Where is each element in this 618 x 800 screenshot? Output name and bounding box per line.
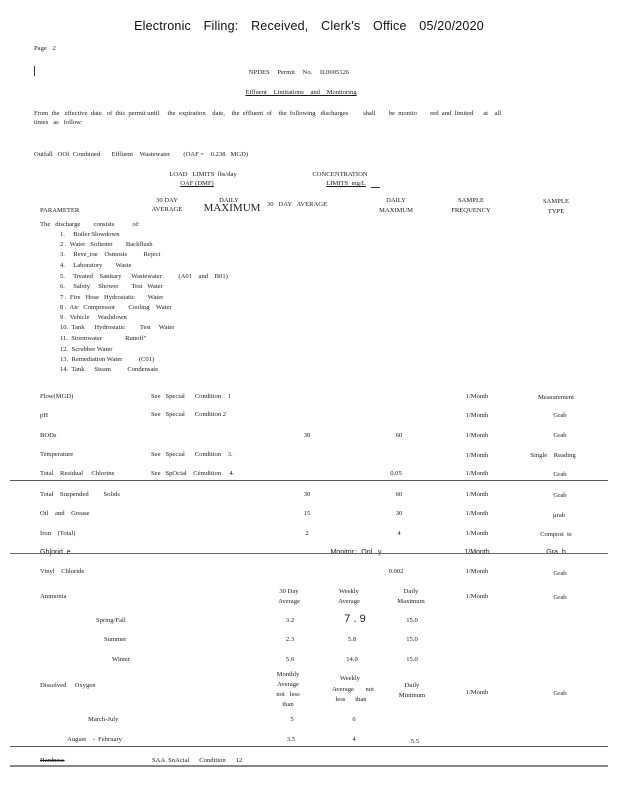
row-frequency: 1/Month [465, 530, 489, 537]
row-conc-maximum: 0.05 [390, 470, 402, 477]
outfall-line: Outfall OOf Combined Effluent Wastewater (OAF = 0.238 MGD) [34, 151, 249, 158]
do-value: 5.5 [410, 738, 420, 745]
row-conc-maximum: 30 [395, 510, 403, 517]
do-season: August - February [67, 736, 122, 743]
do-heading-monthly: Monthly [276, 671, 300, 678]
do-heading-daily: Minimum [398, 692, 426, 699]
row-conc-average: 30 [303, 491, 311, 498]
discharge-item: 8 . Air Compressor Cooling Water [60, 304, 172, 311]
do-heading-weekly: Average not [332, 686, 374, 693]
concentration-subheading: LIMITS mg/L [326, 180, 366, 187]
conc-avg-heading: 30 DAY AVERAGE [266, 201, 328, 208]
parameter-heading: PARAMETER [40, 207, 80, 214]
ammonia-season: Spring/Fall [96, 617, 126, 624]
conc-max-heading-2: MAXIMUM [378, 207, 414, 214]
ammonia-value: 7 . 9 [344, 613, 366, 625]
scan-line [10, 765, 608, 767]
row-conc-maximum: 0.002 [388, 568, 404, 575]
ammonia-season: Summer [104, 636, 127, 643]
discharge-item: 4. Laboratory Waste [60, 262, 132, 269]
do-heading-monthly: than [282, 701, 294, 708]
do-heading-monthly: not less [276, 691, 300, 698]
discharge-item: 10. Tank Hydrostatic Test Water [60, 324, 175, 331]
row-sample-type: Grab [553, 570, 567, 577]
row-parameter: Temperature [40, 451, 74, 458]
discharge-item: 1. Boiler Slowdown [60, 231, 120, 238]
ammonia-heading-daily: Maximum [397, 598, 425, 605]
discharge-item: 3. Reve_rse Osmosis Reject [60, 251, 161, 258]
row-frequency: 1/Month [465, 491, 489, 498]
ammonia-value: 5.6 [285, 656, 295, 663]
ammonia-value: 15.0 [406, 656, 418, 663]
row-conc-average: 2 [305, 530, 309, 537]
do-heading-weekly: Weekly [340, 675, 360, 682]
discharge-item: 13. Remediation Water (C01) [60, 356, 155, 363]
type-heading-2: TYPE [547, 208, 565, 215]
row-parameter: Flow(MGD) [40, 393, 74, 400]
discharge-item: 2 . Water Softener Backflush [60, 241, 153, 248]
discharge-item: 12. Scrubber Water [60, 346, 113, 353]
row-frequency: 1/Month [465, 689, 489, 696]
ammonia-heading-weekly: Weekly [339, 588, 359, 595]
row-note: See SpOcial Cémdition 4. [151, 470, 235, 477]
intro-line-1: From the effective date of this permit until the expiration date, the effluent of the following discharges shall be monito red and limited at all [34, 110, 502, 117]
row-conc-average: 30 [303, 432, 311, 439]
do-value: 6 [352, 716, 356, 723]
discharge-item: 11. Stormwater Runoff" [60, 335, 147, 342]
row-note: See Special Condition 2 [151, 411, 227, 418]
row-frequency: 1/Month [465, 568, 489, 575]
row-sample-type: Grab [553, 432, 567, 439]
margin-mark [34, 66, 35, 76]
ammonia-value: 14.0 [346, 656, 358, 663]
row-frequency: 1/Month [465, 432, 489, 439]
scan-line [10, 553, 608, 554]
do-heading-weekly: less than [335, 696, 367, 703]
type-heading-1: SAMPLE [542, 198, 570, 205]
load-max-heading-2: MAXIMUM [203, 202, 261, 214]
ammonia-value: 5.8 [347, 636, 357, 643]
scan-line [10, 480, 608, 481]
frequency-heading-2: FREQUENCY [451, 207, 491, 214]
row-parameter: Hardness [40, 757, 65, 764]
row-sample-type: Grab [553, 492, 567, 499]
frequency-heading-1: SAMPLE [457, 197, 485, 204]
ammonia-value: 15.0 [406, 636, 418, 643]
row-sample-type: Grab [553, 471, 567, 478]
load-max-heading-1: DAILY [219, 197, 239, 204]
row-parameter: Dissolved Oxygen [40, 682, 96, 689]
intro-line-2: times as follow: [34, 119, 83, 126]
conc-max-heading-1: DAILY [386, 197, 406, 204]
row-parameter: pH [40, 412, 49, 419]
row-parameter: BODs [40, 432, 57, 439]
discharge-item: 7 . Fire Hose Hydrostatic Water [60, 294, 164, 301]
row-conc-maximum: 60 [395, 432, 403, 439]
section-title: Effluent Limitations and Monitoring [245, 89, 357, 96]
ammonia-heading-daily: Daily [403, 588, 419, 595]
row-note: See Special Condition 1 [151, 393, 232, 400]
row-frequency: 1/Month [465, 393, 489, 400]
row-note: See Special Condition 3. [151, 451, 233, 458]
load-limits-subheading: OAF (DMF) [180, 180, 214, 187]
ammonia-season: Winter [112, 656, 131, 663]
discharge-item: 6. Safety Shower Test Water [60, 283, 163, 290]
concentration-heading: CONCENTRATION [312, 171, 368, 178]
row-sample-type: Grab [553, 690, 567, 697]
ammonia-heading-30day: 30 Day [279, 588, 299, 595]
do-value: 4 [352, 736, 356, 743]
row-frequency: 1/Month [465, 510, 489, 517]
row-sample-type: Grab [553, 594, 567, 601]
row-sample-type: Grab [553, 412, 567, 419]
row-sample-type: Composi te [540, 531, 572, 538]
row-parameter: Oil and Grease [40, 510, 90, 517]
row-parameter: Total Suspended Solids [40, 491, 120, 498]
ammonia-value: 2.3 [285, 636, 295, 643]
row-frequency: 1/Month [465, 452, 489, 459]
scan-line [10, 746, 608, 747]
header-underline [371, 187, 380, 188]
row-frequency: 1/Month [465, 470, 489, 477]
discharge-item: 9 . Vehicle Washdown [60, 314, 127, 321]
ammonia-value: 15.0 [406, 617, 418, 624]
row-parameter: Vinyl Chloride [40, 568, 85, 575]
row-parameter: Ammonia [40, 593, 67, 600]
row-parameter: Iron (Total) [40, 530, 76, 537]
page-label: Page 2 [34, 45, 56, 52]
ammonia-heading-30day: Average [278, 598, 300, 605]
row-note: SAA SnAcial Condition 12 [152, 757, 243, 764]
row-conc-maximum: 60 [395, 491, 403, 498]
permit-number: NPDES Permit No. IL0005126 [248, 69, 350, 76]
ammonia-value: 3.2 [285, 617, 295, 624]
load-avg-heading-2: AVERAGE [151, 206, 183, 213]
discharge-item: 5. Treated Sanitary Wastewater (A01 and B01) [60, 273, 228, 280]
row-frequency: 1/Month [465, 593, 489, 600]
discharge-intro: The discharge consists of: [40, 221, 140, 228]
load-avg-heading-1: 30 DAY [156, 197, 178, 204]
ammonia-heading-weekly: Average [338, 598, 360, 605]
row-conc-average: 15 [303, 510, 311, 517]
do-value: 5 [290, 716, 294, 723]
row-frequency: 1/Month [465, 412, 489, 419]
do-season: March-July [88, 716, 119, 723]
row-conc-maximum: 4 [397, 530, 401, 537]
row-sample-type: Measurement [538, 394, 574, 401]
row-parameter: Total Residual Chlorine [40, 470, 115, 477]
load-limits-heading: LOAD LIMITS lbs/day [169, 171, 237, 178]
do-heading-daily: Daily [404, 682, 420, 689]
do-value: 3.5 [286, 736, 296, 743]
row-sample-type: Single Reading [530, 452, 576, 459]
discharge-item: 14. Tank Steam Condensate [60, 366, 159, 373]
row-sample-type: µrab [552, 512, 566, 519]
filing-header: Electronic Filing: Received, Clerk's Office 05/20/2020 [134, 19, 484, 33]
do-heading-monthly: Average [277, 681, 299, 688]
